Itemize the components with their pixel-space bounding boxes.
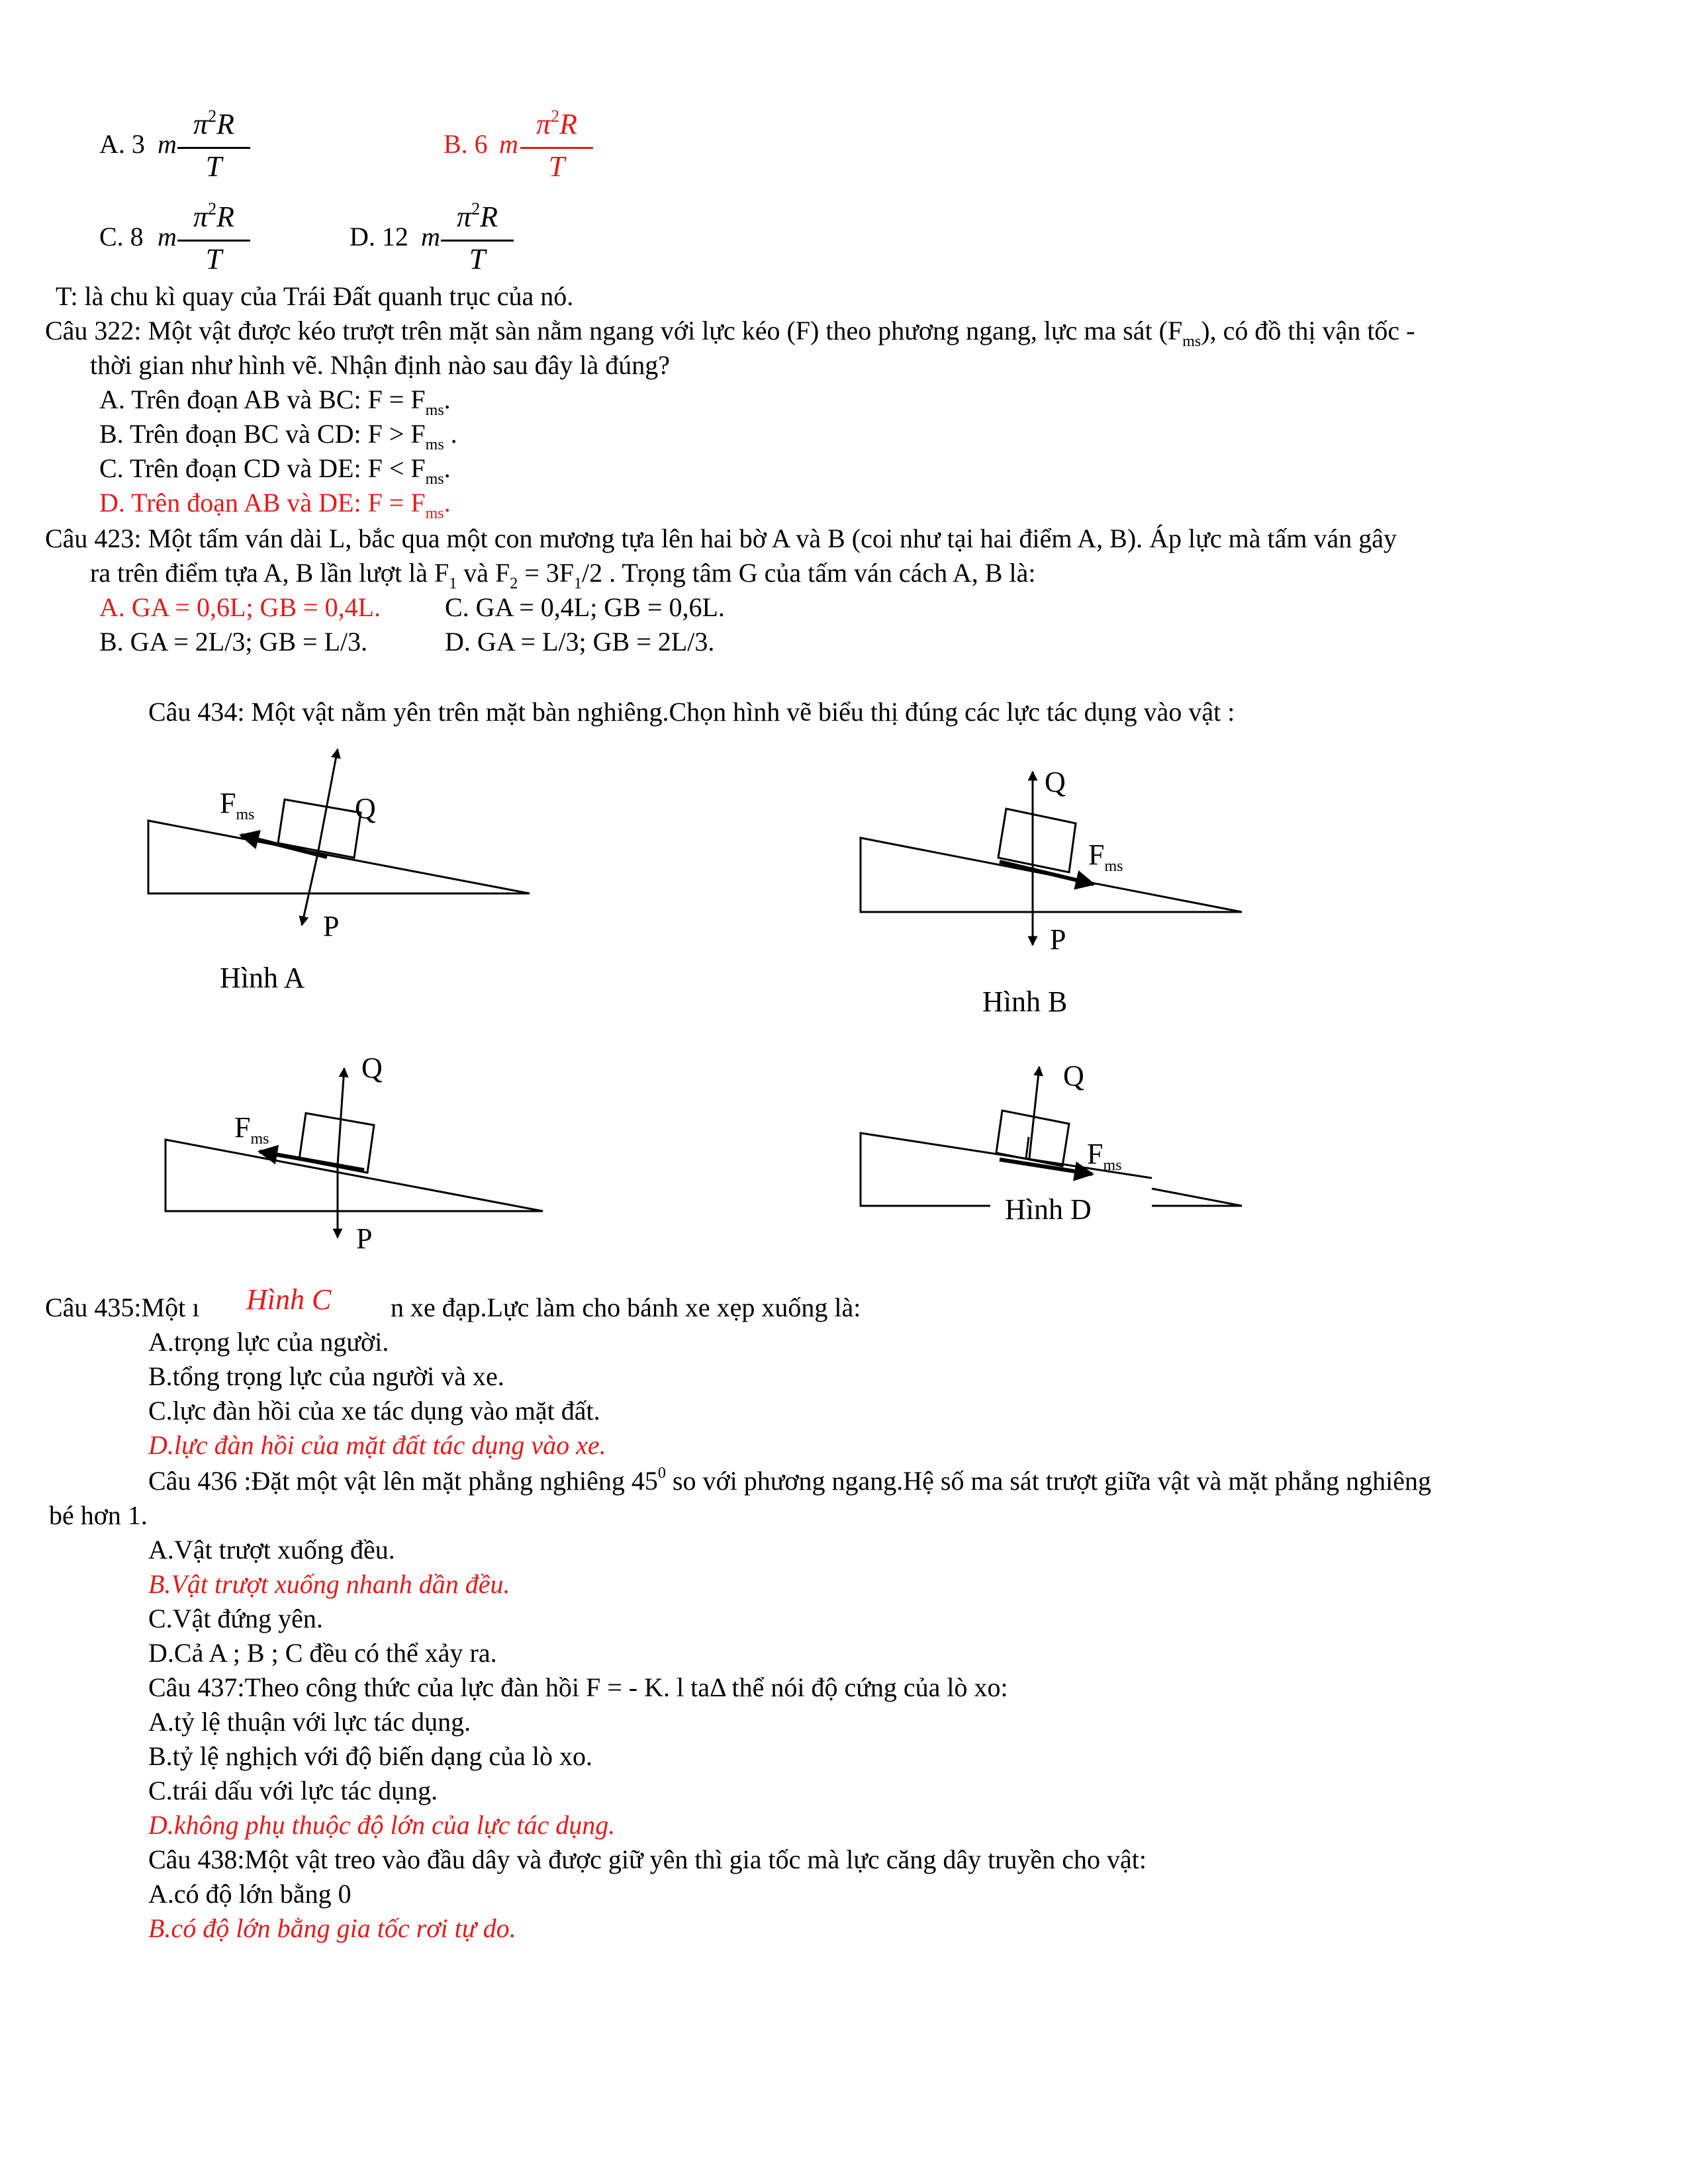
option-b-var: m xyxy=(499,129,518,159)
figure-c-q-label: Q xyxy=(361,1052,383,1084)
q436-option-a: A.Vật trượt xuống đều. xyxy=(148,1535,395,1565)
q436-option-b: B.Vật trượt xuống nhanh dần đều. xyxy=(148,1569,510,1599)
q435-stem-end: n xe đạp.Lực làm cho bánh xe xẹp xuống là: xyxy=(391,1293,861,1322)
figure-a-p-label: P xyxy=(323,910,340,942)
q322-stem-line2: thời gian như hình vẽ. Nhận định nào sau đây là đúng? xyxy=(90,350,670,380)
q322-option-d: D. Trên đoạn AB và DE: $F = F_{ms}$. xyxy=(99,488,451,522)
figure-a-caption: Hình A xyxy=(220,962,305,994)
q437-option-a: A.tỷ lệ thuận với lực tác dụng. xyxy=(148,1707,471,1737)
figure-d-fms-label: $F_{ms}$ xyxy=(1087,1138,1122,1174)
q436-stem-line1: Câu 436 :Đặt một vật lên mặt phẳng nghiêng $45^0$ so với phương ngang.Hệ số ma sát trượt giữa vật và mặt phẳng nghiêng xyxy=(148,1465,1431,1496)
figure-a-fms-label: $F_{ms}$ xyxy=(220,787,255,823)
figure-a-q-label: Q xyxy=(355,792,376,825)
option-c-var: m xyxy=(158,222,177,251)
option-b-label: B. 6 xyxy=(444,129,488,159)
q423-option-a: A. GA = 0,6L; GB = 0,4L. xyxy=(99,592,381,622)
figure-c-caption: Hình C xyxy=(246,1283,332,1316)
q437-option-c: C.trái dấu với lực tác dụng. xyxy=(148,1776,438,1805)
q436-option-d: D.Cả A ; B ; C đều có thể xảy ra. xyxy=(148,1638,497,1668)
figure-b-p-label: P xyxy=(1050,923,1066,956)
delta-symbol: Δ xyxy=(709,1672,726,1702)
q322-stem-line1: Câu 322: Một vật được kéo trượt trên mặt sàn nằm ngang với lực kéo (F) theo phương ngang, lực ma sát $(F_{ms})$, có đồ thị vận tốc - xyxy=(45,316,1415,350)
option-c-label: C. 8 xyxy=(99,222,144,251)
figure-c-p-label: P xyxy=(356,1222,373,1255)
q437-option-d: D.không phụ thuộc độ lớn của lực tác dụng. xyxy=(148,1810,616,1840)
q435-option-b: B.tổng trọng lực của người và xe. xyxy=(148,1361,504,1391)
q437-option-b: B.tỷ lệ nghịch với độ biến dạng của lò xo. xyxy=(148,1741,593,1771)
figure-a-diagram xyxy=(148,749,530,925)
q438-option-a: A.có độ lớn bằng 0 xyxy=(148,1879,352,1909)
period-note: T: là chu kì quay của Trái Đất quanh trục của nó. xyxy=(56,281,574,311)
figure-d-caption: Hình D xyxy=(1005,1193,1092,1226)
q435-option-d: D.lực đàn hồi của mặt đất tác dụng vào xe. xyxy=(148,1430,606,1460)
q437-stem: Câu 437:Theo công thức của lực đàn hồi F = - K. l taΔ thể nói độ cứng của lò xo: xyxy=(148,1672,1008,1702)
q438-option-b: B.có độ lớn bằng gia tốc rơi tự do. xyxy=(148,1913,516,1943)
figure-b-fms-label: $F_{ms}$ xyxy=(1088,839,1123,875)
figure-b-q-label: Q xyxy=(1045,766,1066,798)
figure-c-fms-label: $F_{ms}$ xyxy=(234,1111,269,1148)
q423-stem-line1: Câu 423: Một tấm ván dài L, bắc qua một con mương tựa lên hai bờ A và B (coi như tại hai điểm A, B). Áp lực mà tấm ván gây xyxy=(45,523,1397,553)
option-d-label: D. 12 xyxy=(350,222,408,251)
q436-stem-line2: bé hơn 1. xyxy=(49,1500,148,1530)
option-a-var: m xyxy=(158,129,177,159)
q423-option-c: C. GA = 0,4L; GB = 0,6L. xyxy=(445,592,725,622)
q434-stem: Câu 434: Một vật nằm yên trên mặt bàn nghiêng.Chọn hình vẽ biểu thị đúng các lực tác dụng vào vật : xyxy=(148,697,1235,727)
figure-c-diagram xyxy=(165,1068,543,1238)
q436-option-c: C.Vật đứng yên. xyxy=(148,1604,323,1633)
q423-stem-line2: ra trên điểm tựa A, B lần lượt là $F_1$ và $F_2 = 3F_1/2$ . Trọng tâm G của tấm ván cách A, B là: xyxy=(90,558,1036,592)
q435-option-c: C.lực đàn hồi của xe tác dụng vào mặt đất. xyxy=(148,1396,600,1426)
q423-option-b: B. GA = 2L/3; GB = L/3. xyxy=(99,627,368,657)
q435-option-a: A.trọng lực của người. xyxy=(148,1327,389,1357)
q438-stem: Câu 438:Một vật treo vào đầu dây và được giữ yên thì gia tốc mà lực căng dây truyền cho vật: xyxy=(148,1844,1147,1874)
option-d-var: m xyxy=(421,222,440,251)
q435-stem-start: Câu 435:Một ı xyxy=(45,1293,200,1322)
figure-d-diagram xyxy=(861,1067,1242,1206)
q322-option-c: C. Trên đoạn CD và DE: $F < F_{ms}$. xyxy=(99,453,451,488)
figure-d-q-label: Q xyxy=(1063,1060,1084,1092)
q423-option-d: D. GA = L/3; GB = 2L/3. xyxy=(445,627,715,657)
figure-b-caption: Hình B xyxy=(982,985,1068,1018)
option-a-label: A. 3 xyxy=(99,129,145,159)
q322-option-a: A. Trên đoạn AB và BC: $F = F_{ms}$. xyxy=(99,385,451,419)
q322-option-b: B. Trên đoạn BC và CD: $F > F_{ms}$ . xyxy=(99,419,457,453)
